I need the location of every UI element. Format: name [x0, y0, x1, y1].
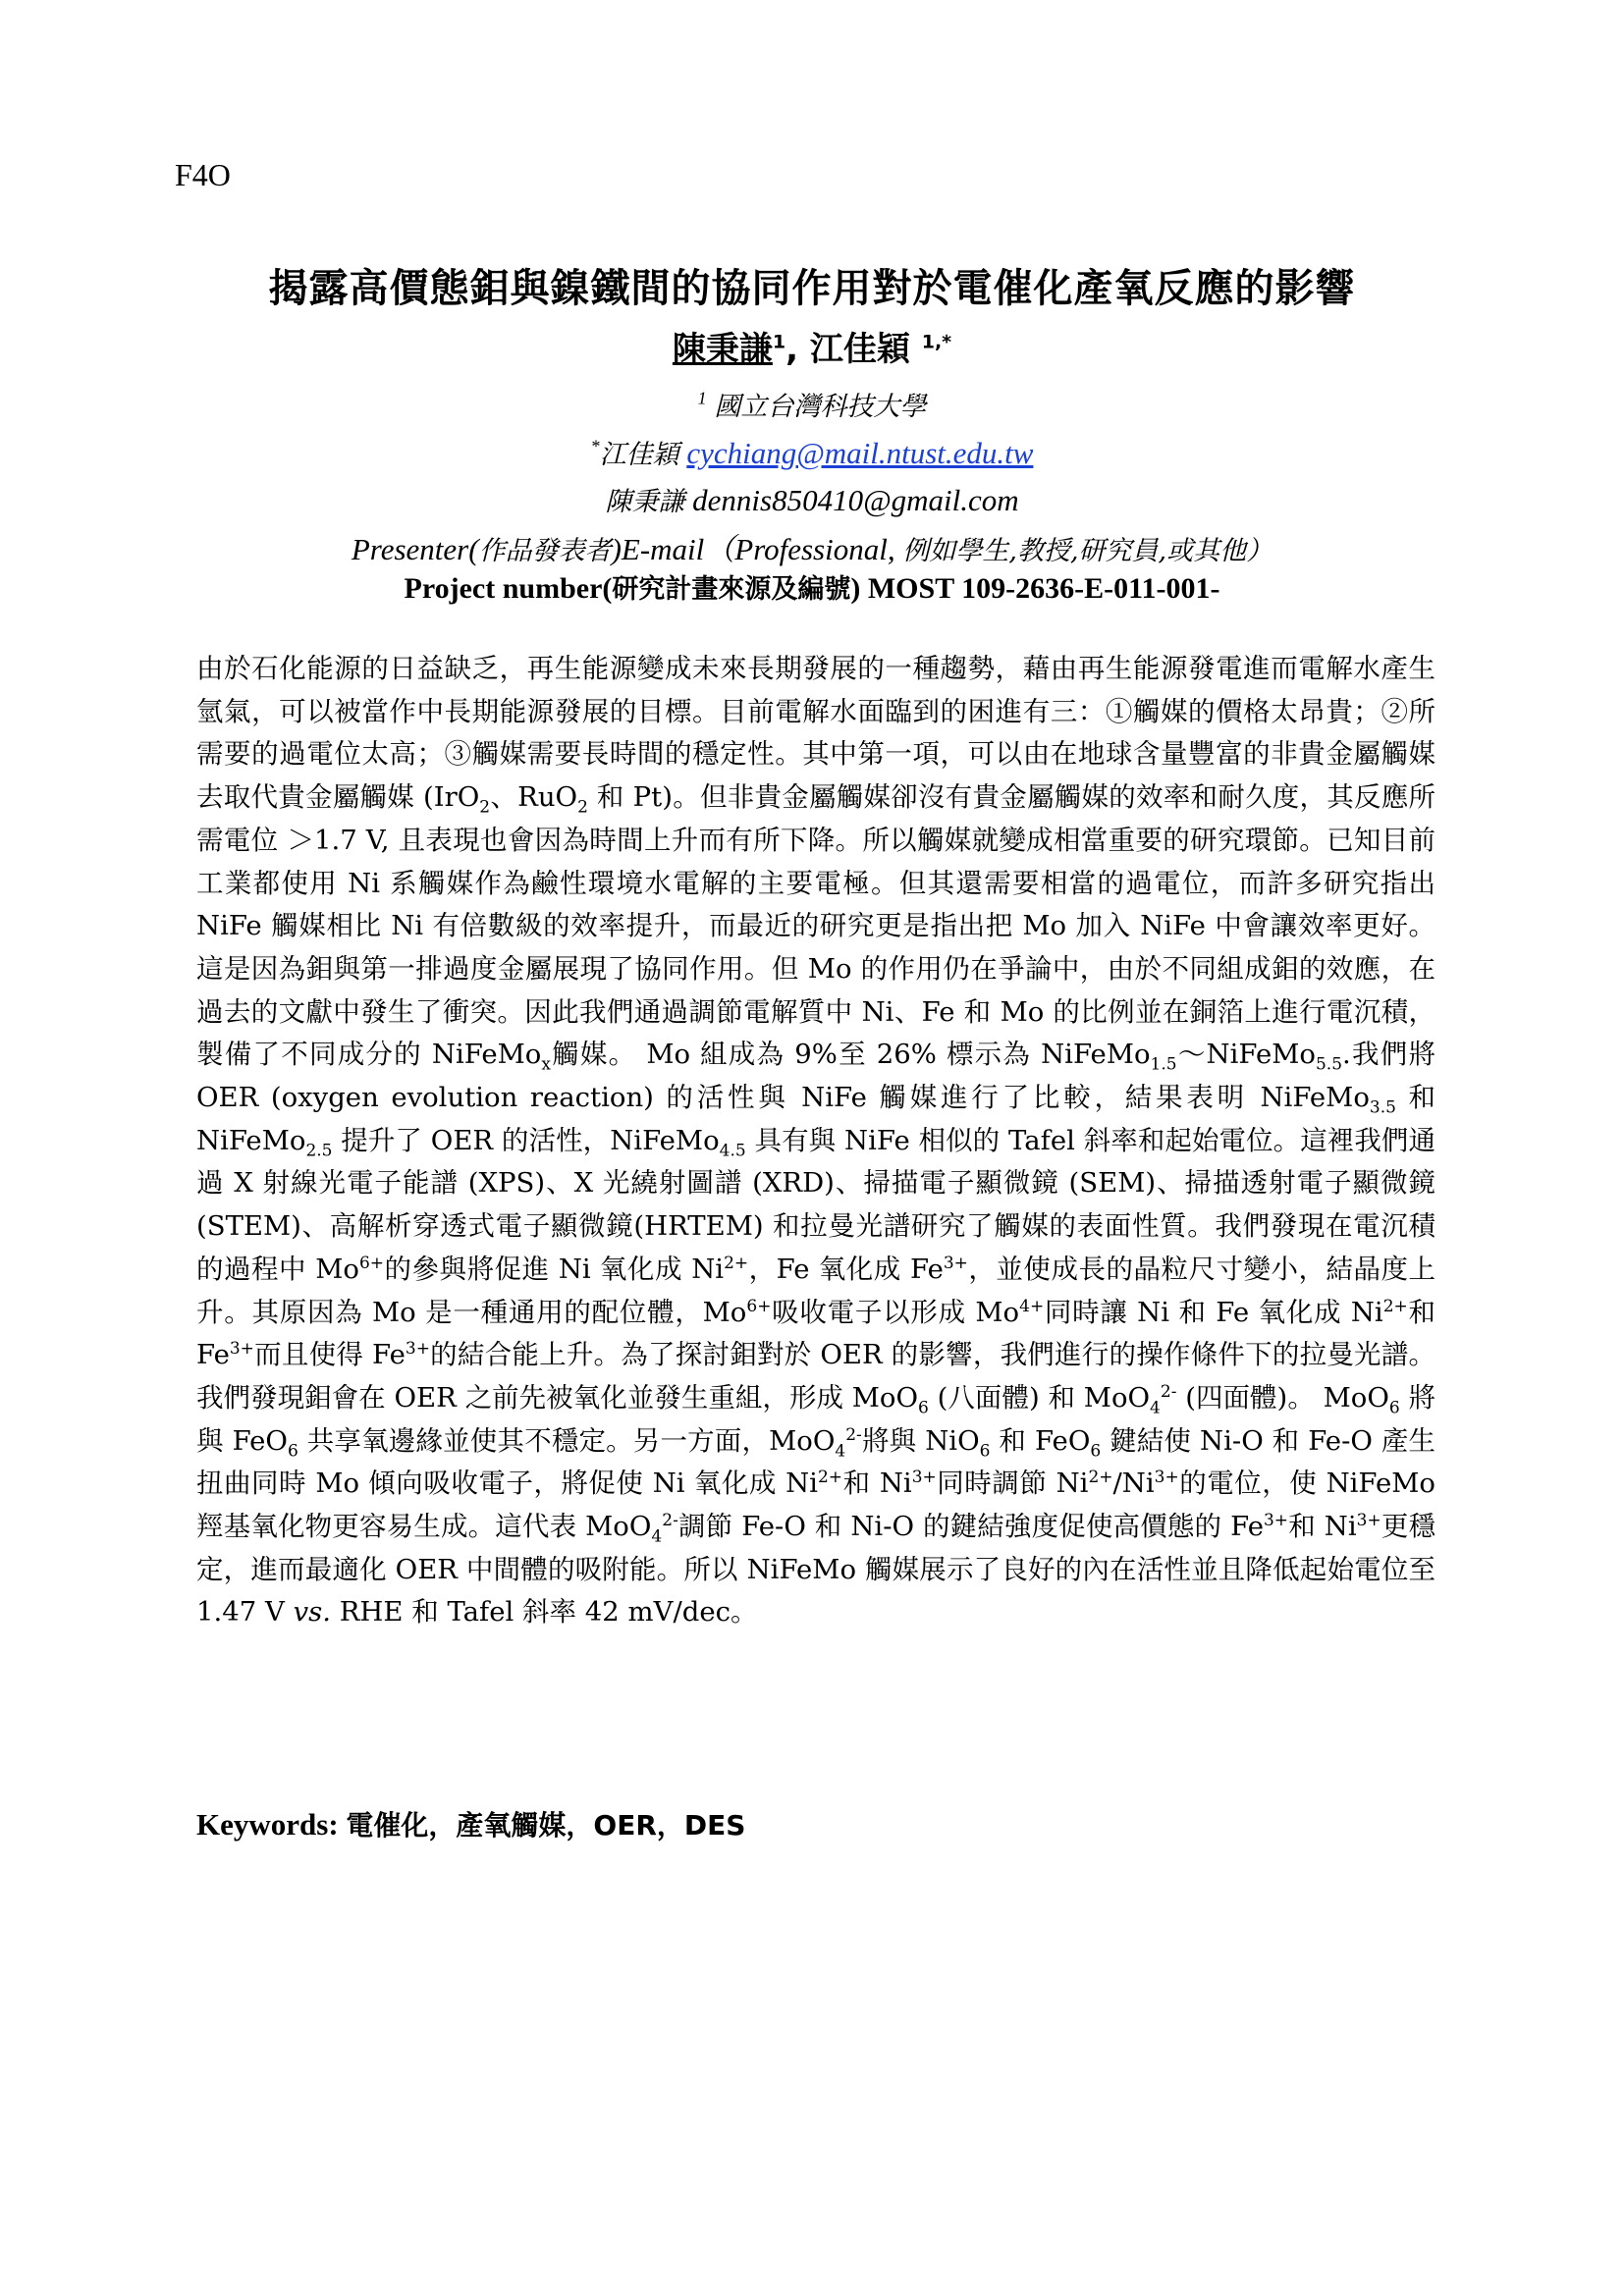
abstract-text: 共享氧邊緣並使其不穩定。另一方面，MoO: [298, 1424, 836, 1457]
abstract-text: (四面體)。 MoO: [1176, 1381, 1389, 1414]
abstract-subscript: x: [541, 1054, 551, 1075]
abstract-superscript: 2+: [1382, 1296, 1408, 1316]
abstract-subscript: 6: [287, 1441, 298, 1462]
abstract-superscript: 6+: [746, 1296, 772, 1316]
abstract-text: 具有與 NiFe 相似的 Tafel 斜率和起始電位。這裡我們通過 X 射線光電子能譜 (XPS)、X 光繞射圖譜 (XRD)、掃描電子顯微鏡 (SEM)、掃描透射電子顯微鏡 (STEM)、高解析穿透式電子顯微鏡(HRTEM) 和拉曼光譜研究了觸媒的表面性質。我們發現在電沉積的過程中 Mo: [196, 1124, 1435, 1285]
abstract-text: (八面體) 和 MoO: [928, 1381, 1151, 1414]
abstract-paragraph: [196, 648, 1435, 1634]
abstract-text: 和 Pt)。但非貴金屬觸媒卻沒有貴金屬觸媒的效率和耐久度，其反應所需電位 ＞1.7 V, 且表現也會因為時間上升而有所下降。所以觸媒就變成相當重要的研究環節。已知目前工業都使用 Ni 系觸媒作為鹼性環境水電解的主要電極。但其還需要相當的過電位，而許多研究指出 NiFe 觸媒相比 Ni 有倍數級的效率提升，而最近的研究更是指出把 Mo 加入 NiFe 中會讓效率更好。這是因為鉬與第一排過度金屬展現了協同作用。但 Mo 的作用仍在爭論中，由於不同組成鉬的效應，在過去的文獻中發生了衝突。因此我們通過調節電解質中 Ni、Fe 和 Mo 的比例並在銅箔上進行電沉積，製備了不同成分的 NiFeMo: [196, 781, 1435, 1071]
abstract-text: /Ni: [1112, 1468, 1155, 1500]
presenter-contact-name: 陳秉謙: [605, 487, 685, 517]
corresponding-email-link[interactable]: cychiang@mail.ntust.edu.tw: [686, 436, 1034, 470]
abstract-superscript: 2+: [1088, 1468, 1113, 1488]
abstract-subscript: 2: [479, 797, 491, 818]
document-code: F4O: [175, 157, 231, 192]
project-label-start: Project number(: [404, 572, 613, 605]
abstract-text: RHE 和 Tafel 斜率 42 mV/dec。: [330, 1596, 758, 1629]
abstract-superscript: 2+: [817, 1468, 843, 1488]
abstract-text: 和 Fe: [196, 1296, 1435, 1371]
abstract-text: 、RuO: [490, 781, 578, 814]
abstract-superscript: 3+: [1154, 1468, 1179, 1488]
abstract-subscript: 4: [1150, 1398, 1161, 1418]
presenter-note-middle-cjk: 例如學生,教授,研究員,或其他: [902, 536, 1247, 566]
keywords-values: 電催化，產氧觸媒，OER，DES: [346, 1809, 746, 1842]
abstract-subscript: 3.5: [1369, 1097, 1396, 1118]
project-label-cjk: 研究計畫來源及編號: [612, 574, 851, 605]
affiliation-mark: 1: [697, 388, 707, 408]
abstract-text: 更穩定，進而最適化 OER 中間體的吸附能。所以 NiFeMo 觸媒展示了良好的內在活性並且降低起始電位至 1.47 V: [196, 1511, 1436, 1629]
project-number-line: [0, 567, 1624, 606]
abstract-superscript: 3+: [1263, 1510, 1289, 1530]
abstract-superscript: 3+: [1356, 1510, 1381, 1530]
abstract-superscript: 2-: [662, 1510, 678, 1530]
corresponding-mark: *: [590, 436, 600, 456]
corresponding-author-name: 江佳穎: [809, 330, 910, 369]
abstract-text: 觸媒。 Mo 組成為 9%至 26% 標示為 NiFeMo: [550, 1039, 1151, 1071]
abstract-subscript: 6: [918, 1398, 929, 1418]
affiliation-line: [0, 385, 1624, 423]
abstract-subscript: 6: [1388, 1398, 1400, 1418]
abstract-subscript: 4: [651, 1526, 663, 1547]
abstract-text: 和 Ni: [842, 1468, 912, 1500]
author-line: [0, 322, 1624, 370]
abstract-text: 和 Ni: [1288, 1511, 1357, 1543]
abstract-text: 吸收電子以形成 Mo: [771, 1296, 1020, 1328]
abstract-superscript: 2-: [1160, 1381, 1177, 1402]
presenter-contact-line: [0, 480, 1624, 518]
presenter-email: dennis850410@gmail.com: [692, 483, 1019, 517]
abstract-text: .我們將 OER (oxygen evolution reaction) 的活性與 NiFe 觸媒進行了比較，結果表明 NiFeMo: [196, 1039, 1435, 1114]
keywords-label: Keywords:: [196, 1807, 339, 1842]
presenter-note-middle: )E-mail（Professional,: [611, 532, 903, 566]
corresponding-affiliation-mark: 1,*: [921, 331, 952, 353]
abstract-superscript: 3+: [943, 1253, 968, 1273]
abstract-subscript: 4.5: [719, 1141, 746, 1161]
abstract-text: 和 FeO: [990, 1424, 1091, 1457]
abstract-text: 的結合能上升。為了探討鉬對於 OER 的影響，我們進行的操作條件下的拉曼光譜。我們發現鉬會在 OER 之前先被氧化並發生重組，形成 MoO: [196, 1339, 1435, 1414]
abstract-superscript: 2-: [845, 1424, 862, 1445]
affiliation-name: 國立台灣科技大學: [714, 392, 927, 422]
corresponding-contact-line: [0, 433, 1624, 471]
abstract-text: 將與 NiO: [861, 1424, 980, 1457]
presenter-author-name: 陳秉謙: [672, 330, 773, 369]
abstract-text: 同時讓 Ni 和 Fe 氧化成 Ni: [1044, 1296, 1383, 1328]
abstract-superscript: 3+: [229, 1339, 254, 1360]
abstract-text: ，Fe 氧化成 Fe: [748, 1253, 944, 1285]
abstract-superscript: 6+: [358, 1253, 385, 1273]
paper-title: 揭露高價態鉬與鎳鐵間的協同作用對於電催化產氧反應的影響: [268, 266, 1356, 311]
abstract-superscript: 2+: [724, 1253, 749, 1273]
keywords-line: [196, 1804, 745, 1843]
abstract-text: 鍵結使 Ni-O 和 Fe-O 產生扭曲同時 Mo 傾向吸收電子，將促使 Ni 氧化成 Ni: [196, 1424, 1436, 1500]
abstract-italic: vs.: [293, 1596, 331, 1629]
abstract-subscript: 4: [835, 1441, 846, 1462]
abstract-text: 將與 FeO: [196, 1381, 1435, 1457]
corresponding-contact-name: 江佳穎: [599, 440, 679, 470]
presenter-note-prefix-cjk: 作品發表者: [478, 536, 612, 566]
abstract-text: 由於石化能源的日益缺乏，再生能源變成未來長期發展的一種趨勢，藉由再生能源發電進而電解水產生氫氣，可以被當作中長期能源發展的目標。目前電解水面臨到的困進有三：①觸媒的價格太昂貴；②所需要的過電位太高；③觸媒需要長時間的穩定性。其中第一項，可以由在地球含量豐富的非貴金屬觸媒去取代貴金屬觸媒 (IrO: [196, 653, 1435, 814]
abstract-superscript: 3+: [911, 1468, 937, 1488]
abstract-text: 提升了 OER 的活性，NiFeMo: [332, 1124, 720, 1156]
abstract-text: ，並使成長的晶粒尺寸變小，結晶度上升。其原因為 Mo 是一種通用的配位體，Mo: [196, 1253, 1436, 1328]
abstract-text: 的參與將促進 Ni 氧化成 Ni: [384, 1253, 725, 1285]
abstract-text: 同時調節 Ni: [936, 1468, 1089, 1500]
abstract-superscript: 4+: [1019, 1296, 1045, 1316]
abstract-subscript: 6: [979, 1441, 991, 1462]
abstract-subscript: 2.5: [305, 1141, 333, 1161]
abstract-text: 而且使得 Fe: [253, 1339, 406, 1371]
presenter-affiliation-mark: 1: [772, 331, 786, 353]
abstract-text: ～NiFeMo: [1176, 1039, 1316, 1071]
abstract-subscript: 5.5: [1315, 1054, 1343, 1075]
abstract-subscript: 1.5: [1150, 1054, 1177, 1075]
abstract-text: 調節 Fe-O 和 Ni-O 的鍵結強度促使高價態的 Fe: [677, 1511, 1264, 1543]
abstract-text: 和 NiFeMo: [196, 1082, 1435, 1156]
abstract-subscript: 6: [1090, 1441, 1102, 1462]
abstract-text: 的電位，使 NiFeMo 羥基氧化物更容易生成。這代表 MoO: [196, 1468, 1435, 1543]
abstract-subscript: 2: [577, 797, 588, 818]
presenter-note-prefix: Presenter(: [351, 532, 479, 566]
project-label-end: ) MOST 109-2636-E-011-001-: [850, 572, 1220, 605]
presenter-note-suffix: ）: [1246, 536, 1273, 566]
abstract-superscript: 3+: [405, 1339, 430, 1360]
presenter-note-line: [0, 524, 1624, 568]
author-separator: ,: [785, 330, 810, 369]
